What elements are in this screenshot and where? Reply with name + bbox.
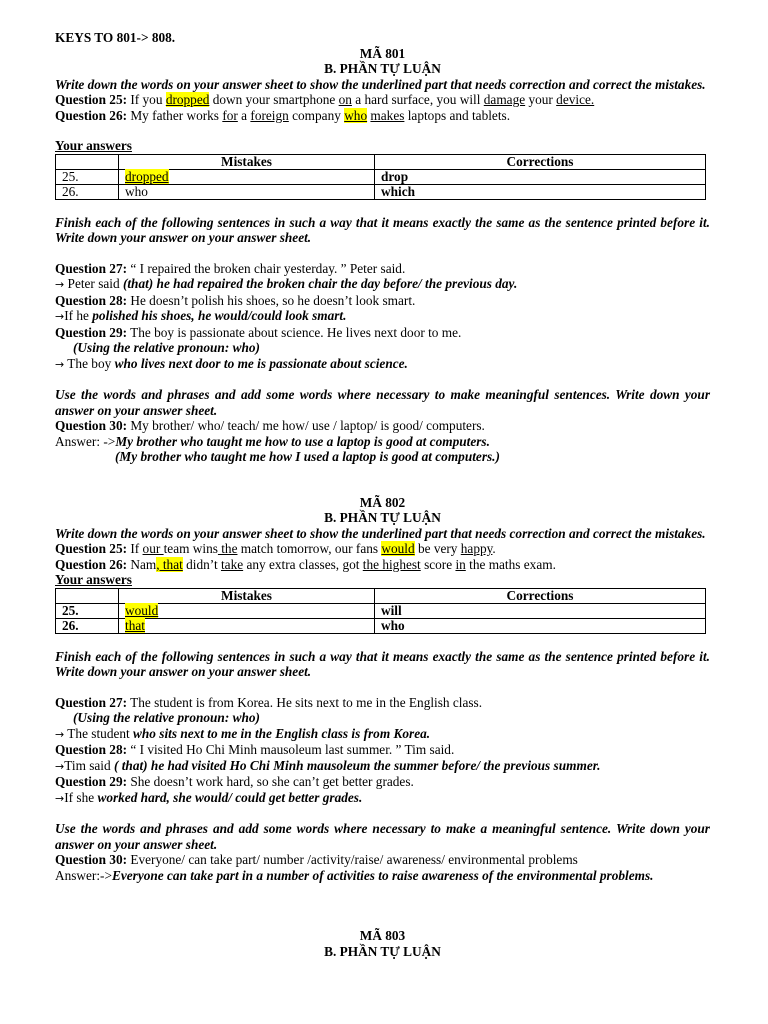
section-801-part: B. PHẦN TỰ LUẬN bbox=[324, 61, 441, 76]
section-801-q27-answer: → Peter said (that) he had repaired the broken chair the day before/ the previous day. bbox=[55, 276, 518, 291]
section-801-q29: Question 29: The boy is passionate about science. He lives next door to me. bbox=[55, 324, 462, 340]
section-802-q30: Question 30: Everyone/ can take part/ number /activity/raise/ awareness/ environmental problems bbox=[55, 852, 578, 867]
section-802-q27-answer: → The student who sits next to me in the English class is from Korea. bbox=[55, 725, 431, 741]
section-801-instruction-3: Use the words and phrases and add some words where necessary to make meaningful sentences. Write down your answer on your answer sheet. bbox=[55, 387, 710, 418]
section-801-q29-hint: (Using the relative pronoun: who) bbox=[73, 340, 260, 355]
section-801-code: MÃ 801 bbox=[359, 45, 406, 61]
section-803-code: MÃ 803 bbox=[359, 928, 406, 943]
section-801-q28: Question 28: He doesn’t polish his shoes, so he doesn’t look smart. bbox=[55, 292, 416, 308]
section-802-q29: Question 29: She doesn’t work hard, so she can’t get better grades. bbox=[55, 774, 414, 789]
section-801-q29-answer: → The boy who lives next door to me is passionate about science. bbox=[55, 355, 408, 371]
arrow-icon: → bbox=[55, 727, 65, 741]
section-802-instruction-2: Finish each of the following sentences in such a way that it means exactly the same as the sentence printed before it. Write down your answer on your answer sheet. bbox=[55, 648, 710, 679]
arrow-icon: → bbox=[55, 357, 65, 371]
arrow-icon: → bbox=[55, 310, 65, 323]
section-802-q30-answer: Answer:->Everyone can take part in a number of activities to raise awareness of the environmental problems. bbox=[55, 867, 654, 883]
table-row: 26. who which bbox=[56, 184, 706, 199]
section-802-q27: Question 27: The student is from Korea. He sits next to me in the English class. bbox=[55, 694, 483, 710]
section-801-your-answers: Your answers bbox=[55, 138, 132, 153]
document-title: KEYS TO 801-> 808. bbox=[55, 30, 176, 45]
section-802-your-answers: Your answers bbox=[55, 572, 132, 587]
section-802-q28-answer: →Tim said ( that) he had visited Ho Chi Minh mausoleum the summer before/ the previous summer. bbox=[55, 757, 601, 773]
section-802-answer-table: Mistakes Corrections 25. would will 26. that who bbox=[55, 588, 706, 634]
arrow-icon: → bbox=[55, 278, 65, 291]
section-801-q30-answer-alt: (My brother who taught me how I used a laptop is good at computers.) bbox=[115, 449, 500, 464]
section-802-q26: Question 26: Nam, that didn’t take any extra classes, got the highest score in the maths exam. bbox=[55, 556, 556, 572]
table-row: 26. that who bbox=[56, 618, 706, 633]
section-801-answer-table: Mistakes Corrections 25. dropped drop 26. who which bbox=[55, 154, 706, 200]
section-802-q27-hint: (Using the relative pronoun: who) bbox=[73, 710, 260, 725]
arrow-icon: → bbox=[55, 791, 65, 805]
section-802-q25: Question 25: If our team wins the match tomorrow, our fans would be very happy. bbox=[55, 541, 496, 556]
section-801-q30-answer: Answer: ->My brother who taught me how to use a laptop is good at computers. bbox=[55, 433, 490, 449]
section-801-q30: Question 30: My brother/ who/ teach/ me how/ use / laptop/ is good/ computers. bbox=[55, 418, 485, 433]
section-801-q25: Question 25: If you dropped down your smartphone on a hard surface, you will damage your device. bbox=[55, 92, 595, 107]
section-802-instruction-1: Write down the words on your answer sheet to show the underlined part that needs correction and correct the mistakes. bbox=[55, 525, 706, 541]
section-803-part: B. PHẦN TỰ LUẬN bbox=[324, 943, 441, 959]
section-802-part: B. PHẦN TỰ LUẬN bbox=[324, 510, 441, 525]
section-801-q26: Question 26: My father works for a foreign company who makes laptops and tablets. bbox=[55, 107, 511, 123]
section-801-instruction-1: Write down the words on your answer sheet to show the underlined part that needs correction and correct the mistakes. bbox=[55, 76, 706, 92]
section-801-q28-answer: →If he polished his shoes, he would/could look smart. bbox=[55, 308, 347, 323]
section-802-q28: Question 28: “ I visited Ho Chi Minh mausoleum last summer. ” Tim said. bbox=[55, 742, 455, 757]
section-801-instruction-2: Finish each of the following sentences in such a way that it means exactly the same as the sentence printed before it. Write down your answer on your answer sheet. bbox=[55, 214, 710, 245]
section-802-code: MÃ 802 bbox=[359, 494, 406, 510]
table-row: 25. dropped drop bbox=[56, 169, 706, 184]
arrow-icon: → bbox=[55, 759, 65, 773]
table-row: 25. would will bbox=[56, 603, 706, 618]
section-801-q27: Question 27: “ I repaired the broken chair yesterday. ” Peter said. bbox=[55, 260, 406, 276]
document-page bbox=[55, 30, 710, 959]
section-802-q29-answer: →If she worked hard, she would/ could get better grades. bbox=[55, 789, 363, 805]
section-802-instruction-3: Use the words and phrases and add some words where necessary to make a meaningful sentence. Write down your answer on your answer sheet. bbox=[55, 821, 710, 852]
